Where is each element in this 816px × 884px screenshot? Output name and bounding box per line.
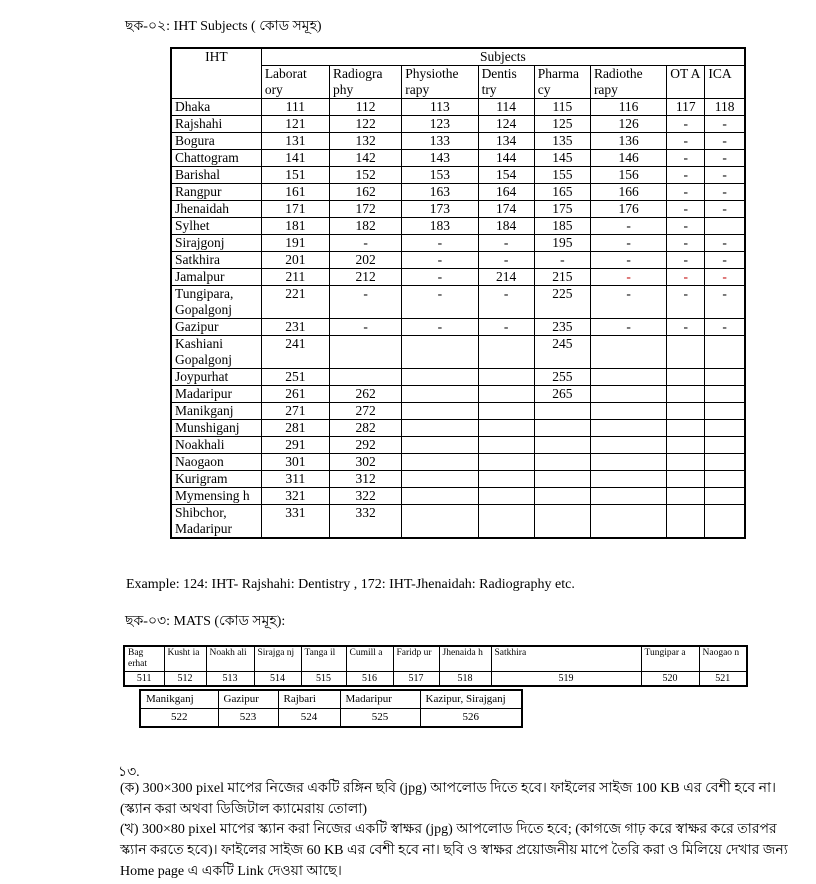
subject-code-cell: 153: [402, 167, 478, 184]
subject-code-cell: [402, 437, 478, 454]
subject-code-cell: [590, 488, 666, 505]
institute-name: Mymensing h: [171, 488, 261, 505]
subject-code-cell: 231: [261, 319, 329, 336]
subject-code-cell: 175: [534, 201, 590, 218]
subject-code-cell: -: [667, 218, 705, 235]
table-row: [171, 437, 745, 454]
subject-code-cell: [590, 471, 666, 488]
subject-code-cell: 255: [534, 369, 590, 386]
subject-code-cell: 331: [261, 505, 329, 539]
subject-code-cell: [667, 403, 705, 420]
subject-code-cell: [667, 437, 705, 454]
subject-code-cell: 212: [330, 269, 402, 286]
table-row: [171, 116, 745, 133]
subject-code-cell: [590, 420, 666, 437]
subject-code-cell: 221: [261, 286, 329, 319]
subject-header: Laborat ory: [261, 66, 329, 99]
table-row: [171, 133, 745, 150]
subject-code-cell: [402, 420, 478, 437]
subject-header: Pharma cy: [534, 66, 590, 99]
subject-code-cell: 117: [667, 99, 705, 116]
subject-code-cell: -: [478, 319, 534, 336]
institute-name: Rangpur: [171, 184, 261, 201]
subject-code-cell: [705, 369, 745, 386]
subject-code-cell: -: [590, 286, 666, 319]
mats-code-cell: 518: [439, 672, 491, 687]
subject-code-cell: -: [667, 133, 705, 150]
mats-institute-name: Tungipar a: [641, 646, 699, 672]
subject-code-cell: [534, 488, 590, 505]
subject-code-cell: [590, 386, 666, 403]
subject-code-cell: 301: [261, 454, 329, 471]
mats-table-row1: [123, 645, 748, 687]
subject-code-cell: -: [590, 252, 666, 269]
subject-code-cell: -: [705, 269, 745, 286]
iht-corner-header: IHT: [171, 48, 261, 99]
subject-code-cell: 143: [402, 150, 478, 167]
mats-institute-name: Jhenaida h: [439, 646, 491, 672]
subject-code-cell: 134: [478, 133, 534, 150]
subject-code-cell: -: [330, 319, 402, 336]
subject-code-cell: [534, 505, 590, 539]
subject-header: Physiothe rapy: [402, 66, 478, 99]
table-row: [171, 403, 745, 420]
institute-name: Rajshahi: [171, 116, 261, 133]
subject-code-cell: -: [402, 252, 478, 269]
institute-name: Naogaon: [171, 454, 261, 471]
subject-code-cell: [534, 454, 590, 471]
institute-name: Gazipur: [171, 319, 261, 336]
institute-name: Joypurhat: [171, 369, 261, 386]
mats-institute-name: Kazipur, Sirajganj: [420, 690, 522, 709]
subject-code-cell: 164: [478, 184, 534, 201]
subject-code-cell: 271: [261, 403, 329, 420]
mats-institute-name: Satkhira: [491, 646, 641, 672]
subject-code-cell: [478, 403, 534, 420]
table-row: [171, 99, 745, 116]
subject-code-cell: [402, 471, 478, 488]
institute-name: Kashiani Gopalgonj: [171, 336, 261, 369]
subject-code-cell: 166: [590, 184, 666, 201]
subject-code-cell: [705, 218, 745, 235]
signature-instruction: (খ) 300×80 pixel মাপের স্ক্যান করা নিজের একটি স্বাক্ষর (jpg) আপলোড দিতে হবে; (কাগজে গাঢ় করে স্বাক্ষর করে তারপর স্ক্যান করতে হবে)। ফাইলের সাইজ 60 KB এর বেশী হবে না। ছবি ও স্বাক্ষর প্রয়োজনীয় মাপে তৈরি করা ও মিলিয়ে দেখার জন্য Home page এ একটি Link দেওয়া আছে।: [120, 822, 788, 879]
subject-code-cell: 116: [590, 99, 666, 116]
subject-code-cell: [590, 454, 666, 471]
subject-code-cell: -: [705, 319, 745, 336]
iht-subjects-table: [170, 47, 746, 539]
subject-header: OT A: [667, 66, 705, 99]
mats-code-cell: 516: [346, 672, 393, 687]
table-row: [171, 167, 745, 184]
subject-code-cell: 154: [478, 167, 534, 184]
table-row: [171, 420, 745, 437]
subject-code-cell: -: [590, 218, 666, 235]
subject-code-cell: [705, 488, 745, 505]
subject-code-cell: [534, 403, 590, 420]
mats-code-cell: 512: [164, 672, 206, 687]
subject-code-cell: -: [667, 201, 705, 218]
subject-code-cell: -: [667, 150, 705, 167]
subject-code-cell: -: [667, 167, 705, 184]
subject-code-cell: [590, 336, 666, 369]
subject-code-cell: -: [402, 235, 478, 252]
example-text: Example: 124: IHT- Rajshahi: Dentistry , 172: IHT-Jhenaidah: Radiography etc.: [126, 577, 575, 592]
mats-institute-name: Cumill a: [346, 646, 393, 672]
subject-code-cell: 265: [534, 386, 590, 403]
mats-institute-name: Rajbari: [278, 690, 340, 709]
mats-institute-name: Faridp ur: [393, 646, 439, 672]
subject-code-cell: [330, 369, 402, 386]
subject-code-cell: 126: [590, 116, 666, 133]
subject-code-cell: -: [402, 269, 478, 286]
table-row: [171, 235, 745, 252]
table-row: [171, 218, 745, 235]
subject-code-cell: [402, 336, 478, 369]
table-row: [171, 252, 745, 269]
subject-code-cell: 131: [261, 133, 329, 150]
table-row: [171, 454, 745, 471]
subject-code-cell: 235: [534, 319, 590, 336]
subject-code-cell: -: [705, 133, 745, 150]
mats-code-cell: 511: [124, 672, 164, 687]
subject-code-cell: -: [705, 116, 745, 133]
subject-header: Radiogra phy: [330, 66, 402, 99]
subject-code-cell: [590, 437, 666, 454]
subject-code-cell: [478, 336, 534, 369]
subject-code-cell: 214: [478, 269, 534, 286]
subject-code-cell: 151: [261, 167, 329, 184]
institute-name: Manikganj: [171, 403, 261, 420]
subject-code-cell: 111: [261, 99, 329, 116]
mats-institute-name: Sirajga nj: [254, 646, 301, 672]
subject-code-cell: 282: [330, 420, 402, 437]
mats-institute-name: Tanga il: [301, 646, 346, 672]
subject-code-cell: 281: [261, 420, 329, 437]
section2-heading: ছক-০২: IHT Subjects ( কোড সমূহ): [125, 19, 322, 34]
institute-name: Barishal: [171, 167, 261, 184]
institute-name: Madaripur: [171, 386, 261, 403]
subject-code-cell: [402, 505, 478, 539]
subject-code-cell: 144: [478, 150, 534, 167]
subject-code-cell: [402, 488, 478, 505]
subject-code-cell: 132: [330, 133, 402, 150]
subject-code-cell: 181: [261, 218, 329, 235]
institute-name: Sirajgonj: [171, 235, 261, 252]
subject-code-cell: [534, 420, 590, 437]
subject-code-cell: 156: [590, 167, 666, 184]
institute-name: Dhaka: [171, 99, 261, 116]
subject-code-cell: [402, 386, 478, 403]
subject-code-cell: -: [478, 252, 534, 269]
subject-code-cell: [705, 386, 745, 403]
subject-code-cell: -: [402, 319, 478, 336]
mats-code-cell: 523: [218, 709, 278, 728]
institute-name: Shibchor, Madaripur: [171, 505, 261, 539]
subject-code-cell: 174: [478, 201, 534, 218]
subject-code-cell: [478, 437, 534, 454]
mats-code-cell: 522: [140, 709, 218, 728]
table-row: [171, 286, 745, 319]
subject-code-cell: 312: [330, 471, 402, 488]
mats-row2-codes: [140, 709, 522, 728]
subject-code-cell: -: [705, 252, 745, 269]
subject-code-cell: -: [478, 235, 534, 252]
mats-institute-name: Noakh ali: [206, 646, 254, 672]
subject-code-cell: 211: [261, 269, 329, 286]
table-row: [171, 319, 745, 336]
institute-name: Kurigram: [171, 471, 261, 488]
subject-code-cell: 251: [261, 369, 329, 386]
table-row: [171, 336, 745, 369]
subject-code-cell: -: [330, 286, 402, 319]
subject-code-cell: 322: [330, 488, 402, 505]
mats-code-cell: 520: [641, 672, 699, 687]
subject-code-cell: 145: [534, 150, 590, 167]
subject-code-cell: 146: [590, 150, 666, 167]
subject-code-cell: [705, 471, 745, 488]
mats-institute-name: Madaripur: [340, 690, 420, 709]
subject-code-cell: [667, 488, 705, 505]
institute-name: Sylhet: [171, 218, 261, 235]
mats-institute-name: Gazipur: [218, 690, 278, 709]
subject-code-cell: 272: [330, 403, 402, 420]
subject-code-cell: 142: [330, 150, 402, 167]
mats-code-cell: 515: [301, 672, 346, 687]
subject-code-cell: -: [667, 116, 705, 133]
subject-code-cell: 123: [402, 116, 478, 133]
subject-code-cell: -: [590, 319, 666, 336]
subject-code-cell: 262: [330, 386, 402, 403]
subject-code-cell: 225: [534, 286, 590, 319]
subject-code-cell: 302: [330, 454, 402, 471]
subject-code-cell: [478, 454, 534, 471]
mats-code-cell: 526: [420, 709, 522, 728]
institute-name: Chattogram: [171, 150, 261, 167]
table-row: [171, 369, 745, 386]
subject-code-cell: [590, 505, 666, 539]
mats-code-cell: 524: [278, 709, 340, 728]
subject-code-cell: 114: [478, 99, 534, 116]
subject-code-cell: [705, 336, 745, 369]
subject-code-cell: [705, 437, 745, 454]
subject-code-cell: 161: [261, 184, 329, 201]
mats-institute-name: Kusht ia: [164, 646, 206, 672]
subject-header: ICA: [705, 66, 745, 99]
subject-code-cell: 202: [330, 252, 402, 269]
subject-code-cell: 121: [261, 116, 329, 133]
subject-code-cell: -: [534, 252, 590, 269]
subject-code-cell: 122: [330, 116, 402, 133]
mats-table-row2: [139, 689, 523, 728]
section3-heading: ছক-০৩: MATS (কোড সমূহ):: [125, 614, 286, 629]
subject-code-cell: 112: [330, 99, 402, 116]
subject-code-cell: [330, 336, 402, 369]
subject-code-cell: [534, 437, 590, 454]
subject-code-cell: 182: [330, 218, 402, 235]
institute-name: Tungipara, Gopalgonj: [171, 286, 261, 319]
mats-code-cell: 525: [340, 709, 420, 728]
subject-code-cell: [667, 420, 705, 437]
mats-code-cell: 514: [254, 672, 301, 687]
subject-code-cell: 184: [478, 218, 534, 235]
subject-code-cell: 133: [402, 133, 478, 150]
mats-code-cell: 521: [699, 672, 747, 687]
mats-institute-name: Bag erhat: [124, 646, 164, 672]
mats-code-cell: 517: [393, 672, 439, 687]
subject-code-cell: 118: [705, 99, 745, 116]
subject-code-cell: [667, 369, 705, 386]
mats-row2-names: [140, 690, 522, 709]
subject-code-cell: 115: [534, 99, 590, 116]
subject-code-cell: -: [590, 269, 666, 286]
subject-code-cell: -: [705, 235, 745, 252]
subject-code-cell: 124: [478, 116, 534, 133]
subject-code-cell: 215: [534, 269, 590, 286]
mats-code-cell: 513: [206, 672, 254, 687]
subject-code-cell: [590, 369, 666, 386]
subject-code-cell: 152: [330, 167, 402, 184]
mats-institute-name: Naogao n: [699, 646, 747, 672]
subject-code-cell: 245: [534, 336, 590, 369]
institute-name: Satkhira: [171, 252, 261, 269]
table-row: [171, 471, 745, 488]
subject-code-cell: -: [705, 184, 745, 201]
subject-code-cell: 292: [330, 437, 402, 454]
subject-code-cell: -: [667, 252, 705, 269]
subject-code-cell: 183: [402, 218, 478, 235]
subject-code-cell: 195: [534, 235, 590, 252]
subject-code-cell: 141: [261, 150, 329, 167]
subject-code-cell: 171: [261, 201, 329, 218]
subject-code-cell: -: [667, 319, 705, 336]
mats-row1-names: [124, 646, 747, 672]
subject-code-cell: [478, 471, 534, 488]
subject-code-cell: [705, 454, 745, 471]
subject-code-cell: -: [330, 235, 402, 252]
institute-name: Munshiganj: [171, 420, 261, 437]
subject-code-cell: 113: [402, 99, 478, 116]
subject-code-cell: 191: [261, 235, 329, 252]
table-row: [171, 488, 745, 505]
subject-code-cell: [402, 454, 478, 471]
table-row: [171, 184, 745, 201]
subject-code-cell: -: [478, 286, 534, 319]
item13-number: ১৩.: [118, 765, 140, 780]
mats-row1-codes: [124, 672, 747, 687]
subject-code-cell: -: [705, 286, 745, 319]
table-row: [171, 269, 745, 286]
subject-code-cell: 241: [261, 336, 329, 369]
table-row: [171, 201, 745, 218]
subject-header: Dentis try: [478, 66, 534, 99]
institute-name: Jhenaidah: [171, 201, 261, 218]
subject-code-cell: 173: [402, 201, 478, 218]
subjects-group-header: Subjects: [261, 48, 745, 66]
photo-instruction: (ক) 300×300 pixel মাপের নিজের একটি রঙ্গিন ছবি (jpg) আপলোড দিতে হবে। ফাইলের সাইজ 100 KB এর বেশী হবে না। (স্ক্যান করা অথবা ডিজিটাল ক্যামেরায় তোলা): [120, 781, 777, 817]
mats-code-cell: 519: [491, 672, 641, 687]
subject-code-cell: 135: [534, 133, 590, 150]
subject-code-cell: 321: [261, 488, 329, 505]
subject-code-cell: [478, 505, 534, 539]
subject-code-cell: -: [402, 286, 478, 319]
subject-code-cell: 201: [261, 252, 329, 269]
table-row: [171, 150, 745, 167]
subject-code-cell: 125: [534, 116, 590, 133]
subject-code-cell: 136: [590, 133, 666, 150]
subject-code-cell: 311: [261, 471, 329, 488]
subject-code-cell: -: [667, 269, 705, 286]
subject-header: Radiothe rapy: [590, 66, 666, 99]
subject-code-cell: -: [705, 201, 745, 218]
subject-code-cell: [705, 403, 745, 420]
subject-code-cell: [402, 369, 478, 386]
subject-code-cell: 332: [330, 505, 402, 539]
subject-code-cell: [402, 403, 478, 420]
subject-code-cell: 163: [402, 184, 478, 201]
institute-name: Bogura: [171, 133, 261, 150]
subject-code-cell: [667, 454, 705, 471]
subject-code-cell: [667, 471, 705, 488]
subject-code-cell: -: [667, 184, 705, 201]
table-row: [171, 505, 745, 539]
subject-code-cell: [478, 488, 534, 505]
subject-code-cell: 261: [261, 386, 329, 403]
subject-code-cell: 165: [534, 184, 590, 201]
mats-institute-name: Manikganj: [140, 690, 218, 709]
subject-code-cell: 172: [330, 201, 402, 218]
subject-code-cell: -: [705, 167, 745, 184]
subject-code-cell: [667, 505, 705, 539]
subject-code-cell: [667, 336, 705, 369]
subject-code-cell: -: [667, 286, 705, 319]
subject-code-cell: 185: [534, 218, 590, 235]
subject-code-cell: [478, 420, 534, 437]
subject-code-cell: [478, 386, 534, 403]
subject-code-cell: -: [590, 235, 666, 252]
table-row: [171, 386, 745, 403]
subject-code-cell: 155: [534, 167, 590, 184]
subject-code-cell: [705, 420, 745, 437]
institute-name: Noakhali: [171, 437, 261, 454]
subject-code-cell: [534, 471, 590, 488]
subject-code-cell: [667, 386, 705, 403]
subject-code-cell: [705, 505, 745, 539]
subject-code-cell: [590, 403, 666, 420]
institute-name: Jamalpur: [171, 269, 261, 286]
subject-code-cell: 291: [261, 437, 329, 454]
subject-code-cell: -: [705, 150, 745, 167]
subject-code-cell: -: [667, 235, 705, 252]
subject-code-cell: 162: [330, 184, 402, 201]
subject-code-cell: [478, 369, 534, 386]
subject-code-cell: 176: [590, 201, 666, 218]
